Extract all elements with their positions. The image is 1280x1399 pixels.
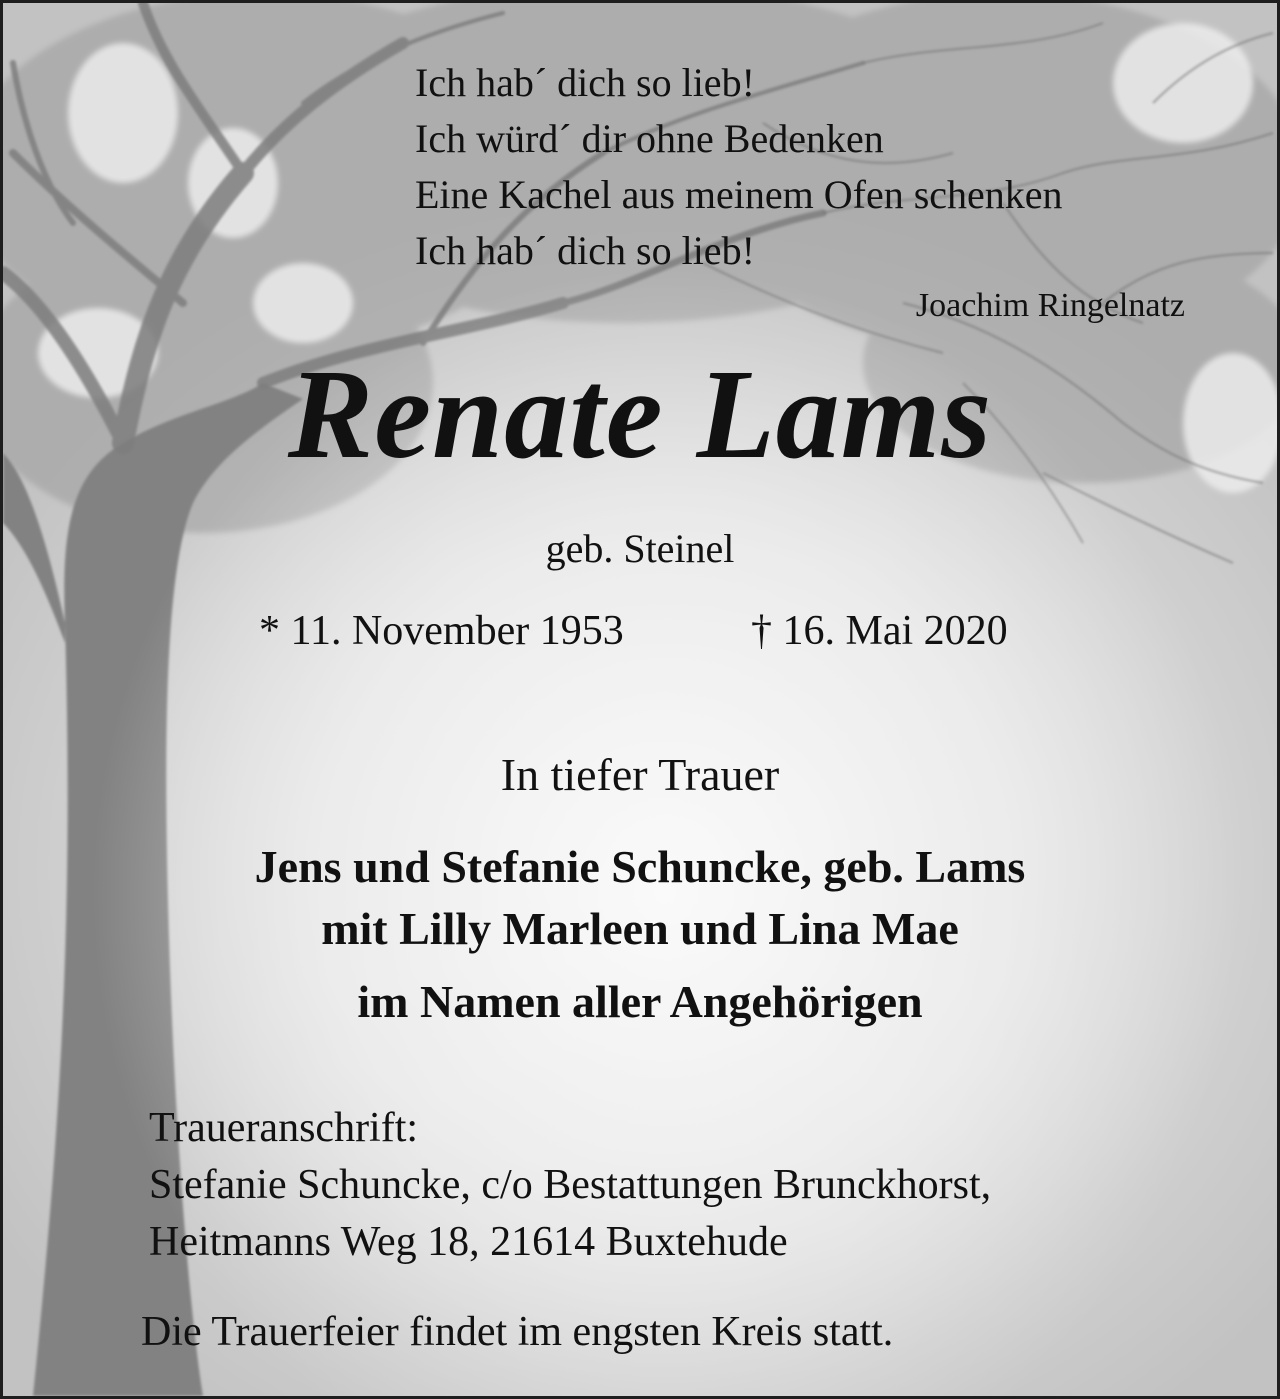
address-line: Stefanie Schuncke, c/o Bestattungen Brunckhorst,: [149, 1162, 992, 1208]
on-behalf-line: im Namen aller Angehörigen: [357, 976, 923, 1027]
address-label: Traueranschrift:: [149, 1105, 419, 1151]
mourners: [3, 836, 1277, 960]
address-line: Heitmanns Weg 18, 21614 Buxtehude: [149, 1219, 788, 1265]
poem-line: Ich hab´ dich so lieb!: [415, 60, 755, 105]
birth-name: geb. Steinel: [545, 526, 735, 571]
mourner-line: mit Lilly Marleen und Lina Mae: [321, 903, 959, 954]
death-date: † 16. Mai 2020: [751, 608, 1008, 654]
deceased-name: Renate Lams: [287, 343, 993, 485]
mourning-address: [149, 1100, 991, 1271]
poem-author: Joachim Ringelnatz: [915, 287, 1185, 324]
poem-line: Ich hab´ dich so lieb!: [415, 228, 755, 273]
mourning-line: In tiefer Trauer: [500, 749, 780, 800]
mourner-line: Jens und Stefanie Schuncke, geb. Lams: [254, 841, 1026, 892]
birth-date: * 11. November 1953: [259, 608, 624, 654]
ceremony-note: Die Trauerfeier findet im engsten Kreis statt.: [141, 1309, 894, 1355]
poem-line: Eine Kachel aus meinem Ofen schenken: [415, 172, 1063, 217]
poem-line: Ich würd´ dir ohne Bedenken: [415, 116, 884, 161]
poem: [415, 55, 1063, 279]
